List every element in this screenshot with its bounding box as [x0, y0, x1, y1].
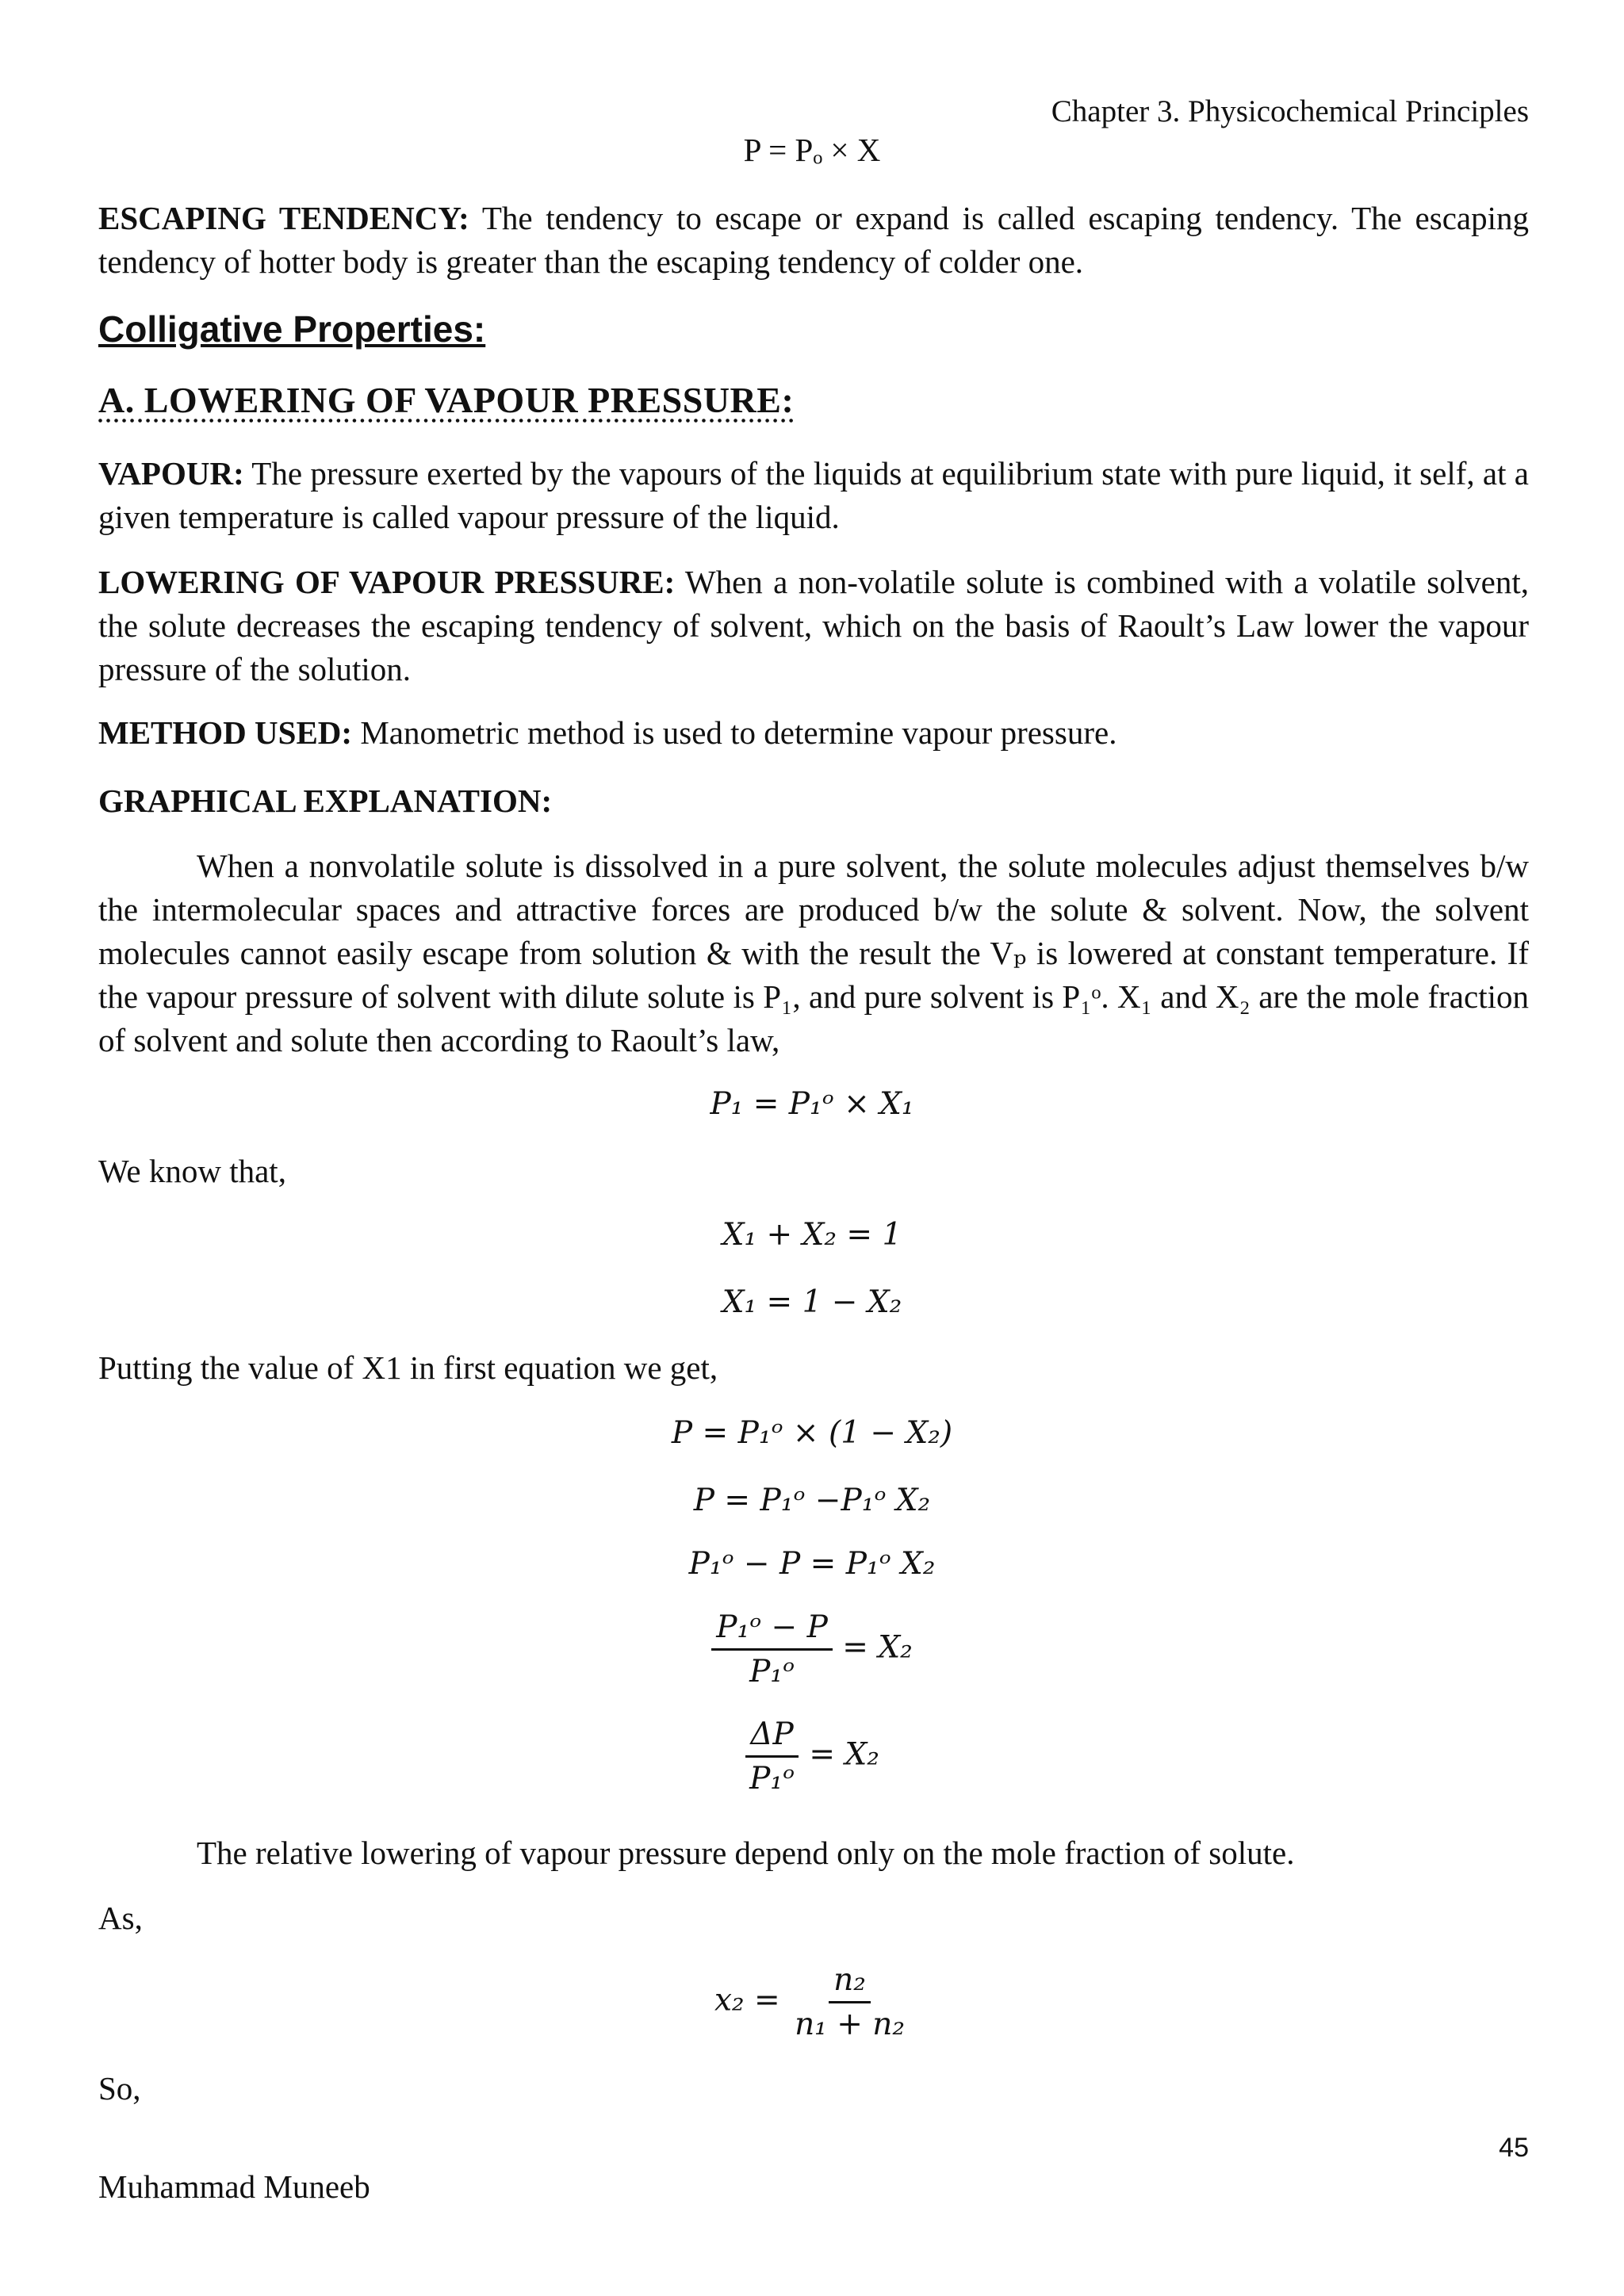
mole-fraction-lhs: x₂ = [714, 1982, 780, 2019]
we-know-text: We know that, [98, 1153, 286, 1189]
equation-expanded: P = P₁ᵒ −P₁ᵒ X₂ [693, 1483, 931, 1518]
fraction-denominator: n₁ + n₂ [795, 2007, 906, 2042]
method-used [98, 711, 1529, 755]
as-label: As, [98, 1900, 143, 1936]
putting-text: Putting the value of X1 in first equation we get, [98, 1349, 718, 1386]
fraction-numerator: P₁ᵒ − P [711, 1609, 833, 1651]
fraction-rhs: = X₂ [809, 1736, 879, 1773]
equation-rearranged: P₁ᵒ − P = P₁ᵒ X₂ [688, 1546, 936, 1582]
method-text: Manometric method is used to determine vapour pressure. [352, 714, 1117, 751]
section-title: Colligative Properties: [98, 308, 486, 350]
fraction-denominator: P₁ᵒ [749, 1761, 795, 1797]
fraction-numerator: n₂ [829, 1962, 871, 2003]
fraction-denominator: P₁ᵒ [749, 1654, 795, 1689]
escaping-tendency-paragraph [98, 197, 1529, 284]
fraction-numerator: ΔP [745, 1716, 798, 1758]
vapour-definition [98, 452, 1529, 539]
fraction [790, 1962, 910, 2042]
graphical-paragraph: When a nonvolatile solute is dissolved in a pure solvent, the solute molecules adjust themselves b/w the intermolecular spaces and attractive forces are produced b/w the solute & solvent. Now, the solvent molecules cannot easily escape from solution & with the result the Vₚ is lowered at constant temperature. If the vapour pressure of solvent with dilute solute is P₁, and pure solvent is P₁ᵒ. X₁ and X₂ are the mole fraction of solvent and solute then according to Raoult’s law, [98, 848, 1529, 1058]
vapour-term: VAPOUR: [98, 455, 244, 492]
lowering-definition [98, 561, 1529, 691]
equation-fraction-2 [0, 1716, 1624, 1797]
equation-substitution: P = P₁ᵒ × (1 − X₂) [671, 1415, 953, 1451]
equation-raoult: P₁ = P₁ᵒ × X₁ [710, 1086, 914, 1122]
escaping-tendency-text: The tendency to escape or expand is called escaping tendency. The escaping tendency of hotter body is greater than the escaping tendency of colder one. [98, 200, 1529, 280]
vapour-text: The pressure exerted by the vapours of the liquids at equilibrium state with pure liquid, it self, at a given temperature is called vapour pressure of the liquid. [98, 455, 1529, 535]
running-head: Chapter 3. Physicochemical Principles [1051, 94, 1529, 128]
footer-author: Muhammad Muneeb [98, 2168, 370, 2205]
fraction [711, 1609, 833, 1689]
page-number: 45 [1499, 2133, 1529, 2163]
graphical-heading: GRAPHICAL EXPLANATION: [98, 783, 553, 819]
method-term: METHOD USED: [98, 714, 353, 751]
so-label: So, [98, 2070, 141, 2107]
equation-x1: X₁ = 1 − X₂ [722, 1284, 902, 1320]
escaping-tendency-term: ESCAPING TENDENCY: [98, 200, 469, 236]
top-equation: P = Pₒ × X [743, 132, 881, 168]
equation-mole-fraction [0, 1962, 1624, 2042]
equation-mole-sum: X₁ + X₂ = 1 [722, 1217, 902, 1253]
lowering-text: When a non-volatile solute is combined with a volatile solvent, the solute decreases the escaping tendency of solvent, which on the basis of Raoult’s Law lower the vapour pressure of the solution. [98, 564, 1529, 687]
lowering-term: LOWERING OF VAPOUR PRESSURE: [98, 564, 676, 600]
subsection-title: A. LOWERING OF VAPOUR PRESSURE: [98, 380, 795, 420]
relative-lowering-text: The relative lowering of vapour pressure depend only on the mole fraction of solute. [197, 1835, 1295, 1871]
equation-fraction-1 [0, 1609, 1624, 1689]
fraction-rhs: = X₂ [842, 1629, 913, 1666]
fraction [745, 1716, 799, 1797]
